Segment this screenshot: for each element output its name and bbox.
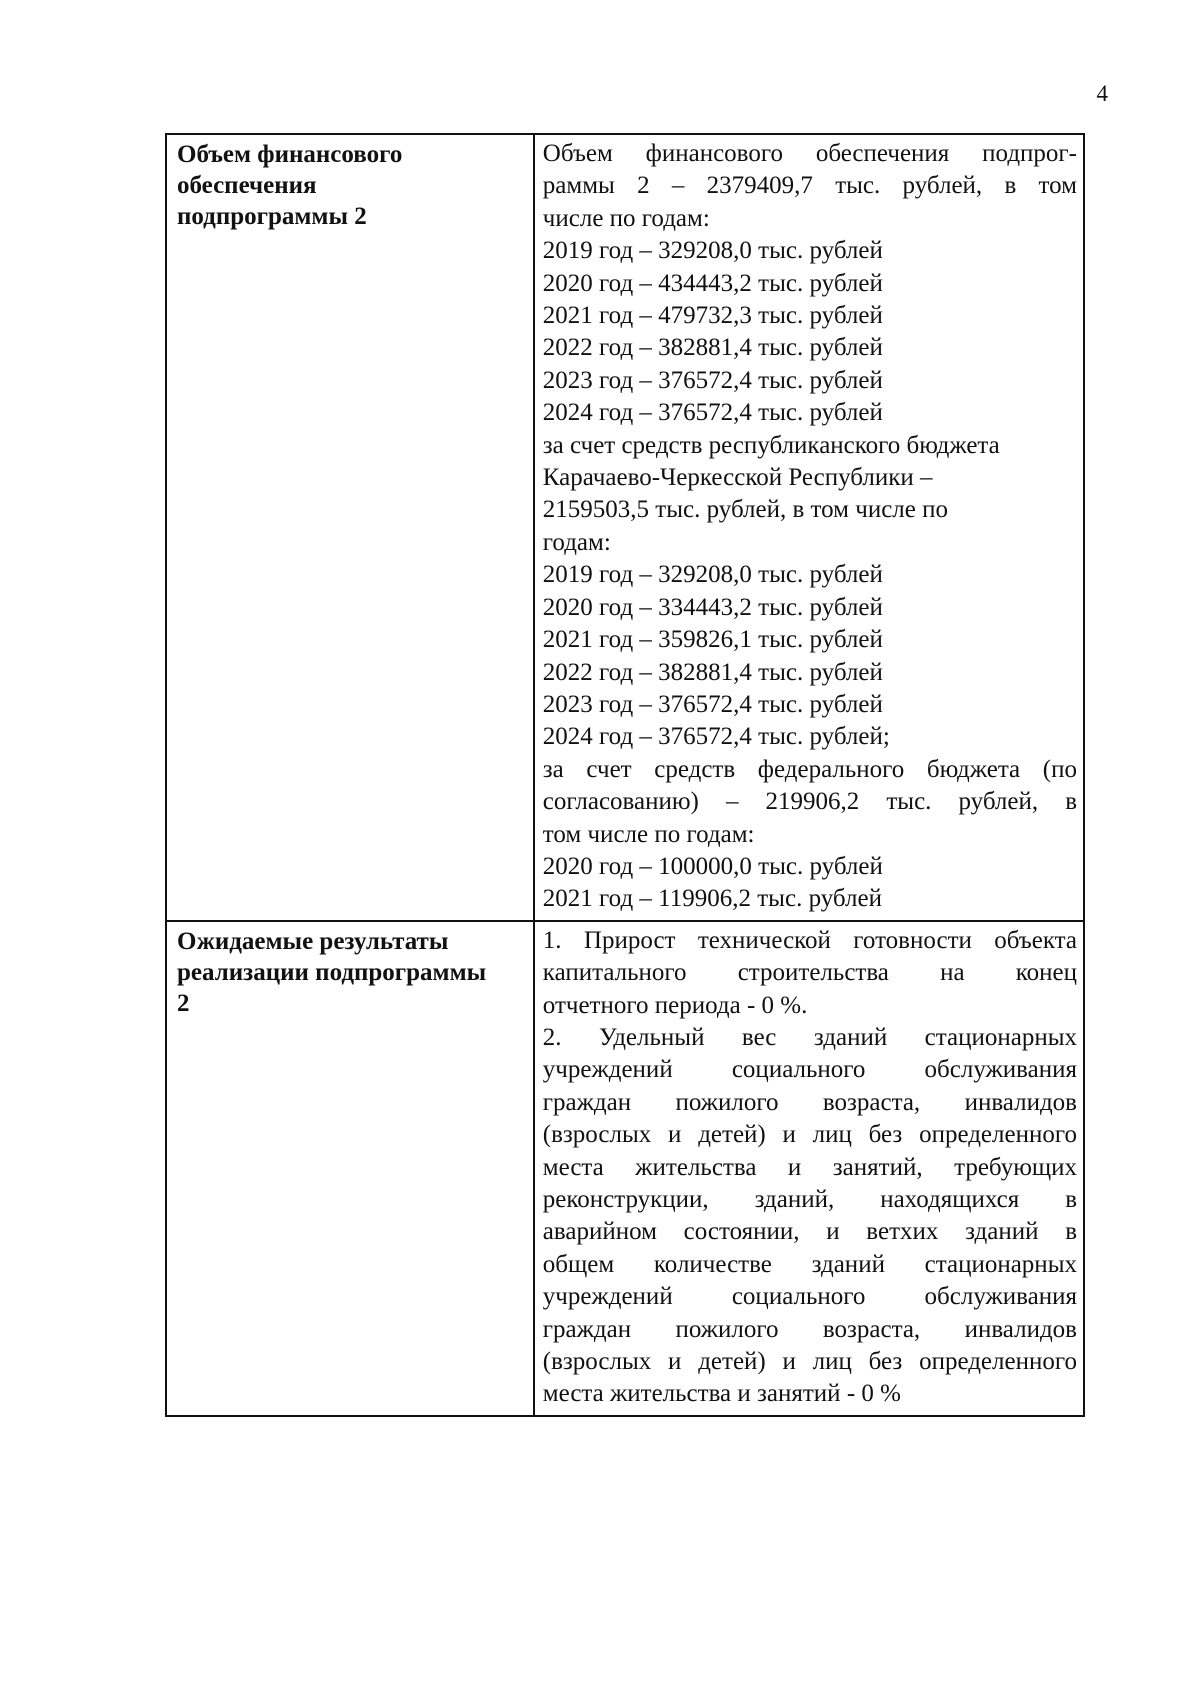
value-line: 2020 год – 334443,2 тыс. рублей [542, 593, 883, 621]
value-line: 1. Прирост технической готовности объекта [542, 926, 1077, 954]
value-line: (взрослых и детей) и лиц без определенного [542, 1121, 1077, 1149]
value-line: 2024 год – 376572,4 тыс. рублей [542, 399, 883, 427]
label-line: реализации подпрограммы [177, 958, 487, 986]
value-line: за счет средств федерального бюджета (по [542, 755, 1077, 783]
value-line: за счет средств республиканского бюджета [542, 431, 1000, 459]
value-line: места жительства и занятий - 0 % [542, 1380, 901, 1408]
value-line: Карачаево-Черкесской Республики – [542, 464, 933, 492]
value-line: 2159503,5 тыс. рублей, в том числе по [542, 496, 948, 524]
value-line: 2021 год – 119906,2 тыс. рублей [542, 885, 882, 913]
value-line: учреждений социального обслуживания [542, 1056, 1077, 1084]
value-line: 2023 год – 376572,4 тыс. рублей [542, 690, 883, 718]
value-line: общем количестве зданий стационарных [542, 1250, 1077, 1278]
row-value-expected-results [534, 921, 1084, 1416]
value-line: том числе по годам: [542, 820, 755, 848]
value-line: раммы 2 – 2379409,7 тыс. рублей, в том [542, 172, 1077, 200]
label-line: Ожидаемые результаты [177, 927, 449, 955]
value-line: 2019 год – 329208,0 тыс. рублей [542, 237, 883, 265]
label-line: подпрограммы 2 [177, 203, 367, 230]
table-row-expected-results [166, 921, 1084, 1416]
label-line: обеспечения [177, 172, 317, 199]
value-line: 2021 год – 479732,3 тыс. рублей [542, 302, 883, 330]
page-number: 4 [1096, 81, 1108, 106]
value-line: Объем финансового обеспечения подпрог- [542, 140, 1077, 167]
value-line: капитального строительства на конец [542, 959, 1077, 987]
value-line: 2024 год – 376572,4 тыс. рублей; [542, 723, 890, 751]
value-line: отчетного периода - 0 %. [542, 991, 808, 1019]
row-label-funding [166, 134, 534, 921]
value-line: реконструкции, зданий, находящихся в [542, 1186, 1077, 1213]
value-line: граждан пожилого возраста, инвалидов [542, 1315, 1077, 1343]
value-line: граждан пожилого возраста, инвалидов [542, 1088, 1077, 1116]
value-line: 2022 год – 382881,4 тыс. рублей [542, 334, 883, 362]
value-line: 2021 год – 359826,1 тыс. рублей [542, 626, 883, 654]
value-line: (взрослых и детей) и лиц без определенного [542, 1348, 1077, 1376]
value-line: 2022 год – 382881,4 тыс. рублей [542, 658, 883, 686]
value-line: 2019 год – 329208,0 тыс. рублей [542, 561, 883, 589]
value-line: 2020 год – 434443,2 тыс. рублей [542, 269, 883, 297]
label-line: Объем финансового [177, 141, 403, 168]
row-label-expected-results [166, 921, 534, 1416]
label-line: 2 [177, 989, 190, 1017]
value-line: согласованию) – 219906,2 тыс. рублей, в [542, 788, 1077, 816]
subprogram-passport-table [165, 133, 1085, 1417]
value-line: годам: [542, 528, 611, 556]
value-line: аварийном состоянии, и ветхих зданий в [542, 1218, 1077, 1246]
row-value-funding [534, 134, 1084, 921]
value-line: места жительства и занятий, требующих [542, 1153, 1077, 1181]
value-line: 2023 год – 376572,4 тыс. рублей [542, 366, 883, 394]
table-row-funding [166, 134, 1084, 921]
value-line: числе по годам: [542, 204, 710, 232]
value-line: 2020 год – 100000,0 тыс. рублей [542, 852, 883, 880]
value-line: учреждений социального обслуживания [542, 1283, 1077, 1311]
value-line: 2. Удельный вес зданий стационарных [542, 1023, 1077, 1051]
